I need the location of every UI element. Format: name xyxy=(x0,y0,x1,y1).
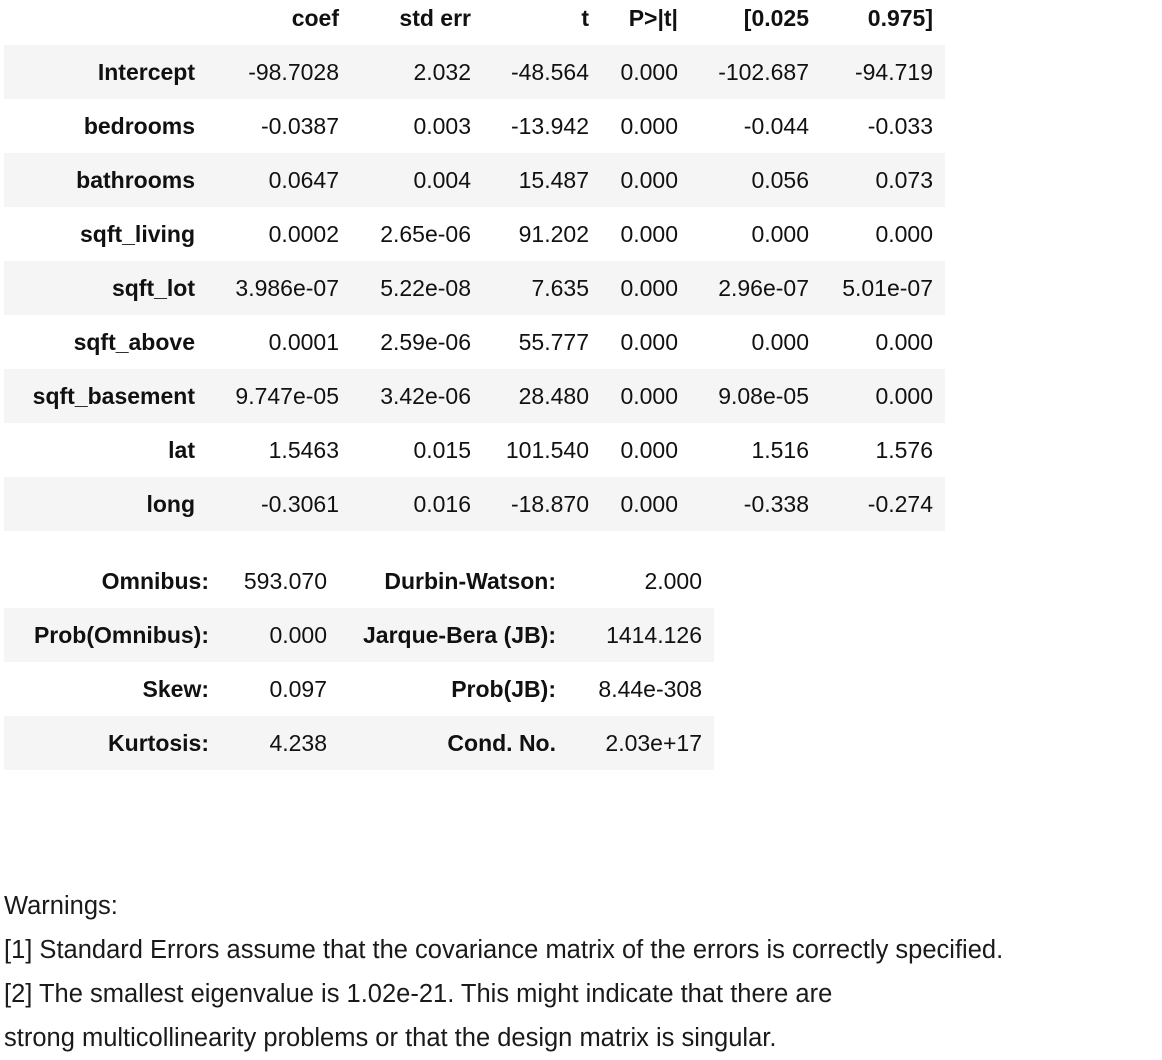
table-cell: 0.000 xyxy=(751,221,809,247)
stat-value: 2.03e+17 xyxy=(605,730,702,756)
table-cell: 0.073 xyxy=(875,167,933,193)
stat-value: 1414.126 xyxy=(606,622,702,648)
table-cell: -0.274 xyxy=(867,491,933,517)
row-label: sqft_lot xyxy=(111,275,195,301)
column-header: 0.975] xyxy=(867,5,933,31)
stat-label: Skew: xyxy=(142,676,209,702)
column-header xyxy=(4,0,207,45)
table-row xyxy=(4,554,714,608)
table-row xyxy=(4,716,714,770)
table-cell: 0.0002 xyxy=(268,221,339,247)
column-header: t xyxy=(581,5,589,31)
stat-value: 8.44e-308 xyxy=(598,676,702,702)
table-cell: -94.719 xyxy=(854,59,933,85)
stat-value: 2.000 xyxy=(644,568,702,594)
table-cell: 2.032 xyxy=(413,59,471,85)
warnings-title: Warnings: xyxy=(4,892,118,920)
stat-label: Cond. No. xyxy=(447,730,556,756)
row-label: bedrooms xyxy=(83,113,195,139)
table-row xyxy=(4,662,714,716)
table-cell: 0.015 xyxy=(413,437,471,463)
table-row xyxy=(4,99,945,153)
table-cell: 1.516 xyxy=(751,437,809,463)
table-cell: 0.000 xyxy=(620,437,678,463)
table-cell: 2.96e-07 xyxy=(718,275,809,301)
stat-value: 4.238 xyxy=(269,730,327,756)
table-cell: 91.202 xyxy=(518,221,589,247)
table-cell: 0.000 xyxy=(620,221,678,247)
stat-value: 0.000 xyxy=(269,622,327,648)
table-cell: -0.0387 xyxy=(260,113,339,139)
warning-line: strong multicollinearity problems or that the design matrix is singular. xyxy=(4,1024,777,1052)
stat-label: Prob(Omnibus): xyxy=(33,622,209,648)
table-cell: 0.000 xyxy=(875,383,933,409)
table-cell: -0.3061 xyxy=(260,491,339,517)
warning-line: [1] Standard Errors assume that the covariance matrix of the errors is correctly specified. xyxy=(4,936,1004,964)
table-cell: 0.000 xyxy=(620,167,678,193)
table-cell: -0.338 xyxy=(743,491,809,517)
stat-label: Omnibus: xyxy=(101,568,209,594)
table-cell: 15.487 xyxy=(518,167,589,193)
table-cell: 0.000 xyxy=(620,383,678,409)
table-row xyxy=(4,261,945,315)
table-cell: 3.986e-07 xyxy=(235,275,339,301)
table-cell: 1.576 xyxy=(875,437,933,463)
warnings-section xyxy=(4,884,1003,1060)
stat-value: 0.097 xyxy=(269,676,327,702)
table-cell: 0.000 xyxy=(875,329,933,355)
table-cell: 0.000 xyxy=(620,329,678,355)
stat-label: Durbin-Watson: xyxy=(384,568,556,594)
table-cell: 0.056 xyxy=(751,167,809,193)
table-cell: 0.000 xyxy=(620,59,678,85)
table-cell: 0.000 xyxy=(620,113,678,139)
table-cell: 9.08e-05 xyxy=(718,383,809,409)
table-cell: 9.747e-05 xyxy=(235,383,339,409)
table-cell: 0.0647 xyxy=(268,167,339,193)
table-cell: 55.777 xyxy=(518,329,589,355)
row-label: lat xyxy=(168,437,195,463)
table-row xyxy=(4,608,714,662)
table-cell: 5.22e-08 xyxy=(380,275,471,301)
table-row xyxy=(4,153,945,207)
table-cell: 2.65e-06 xyxy=(380,221,471,247)
column-header: [0.025 xyxy=(743,5,809,31)
table-row xyxy=(4,477,945,531)
stat-label: Jarque-Bera (JB): xyxy=(363,622,556,648)
row-label: bathrooms xyxy=(76,167,195,193)
column-header: std err xyxy=(399,5,471,31)
table-cell: 0.016 xyxy=(413,491,471,517)
table-row xyxy=(4,315,945,369)
table-cell: -98.7028 xyxy=(248,59,339,85)
table-cell: 5.01e-07 xyxy=(842,275,933,301)
table-row xyxy=(4,369,945,423)
row-label: Intercept xyxy=(97,59,195,85)
table-cell: 1.5463 xyxy=(268,437,339,463)
table-cell: -18.870 xyxy=(510,491,589,517)
row-label: sqft_basement xyxy=(32,383,195,409)
table-cell: 0.0001 xyxy=(268,329,339,355)
table-cell: -48.564 xyxy=(510,59,589,85)
table-cell: 3.42e-06 xyxy=(380,383,471,409)
column-header: coef xyxy=(291,5,339,31)
table-cell: -102.687 xyxy=(718,59,809,85)
row-label: sqft_living xyxy=(79,221,195,247)
coef-table-header-row xyxy=(4,0,945,45)
table-cell: 0.003 xyxy=(413,113,471,139)
warning-line: [2] The smallest eigenvalue is 1.02e-21. This might indicate that there are xyxy=(4,980,833,1008)
stat-value: 593.070 xyxy=(243,568,327,594)
column-header: P>|t| xyxy=(628,5,678,31)
stat-label: Prob(JB): xyxy=(451,676,556,702)
table-row xyxy=(4,45,945,99)
table-row xyxy=(4,207,945,261)
table-cell: -0.044 xyxy=(743,113,809,139)
table-cell: 0.000 xyxy=(620,275,678,301)
table-cell: 0.004 xyxy=(413,167,471,193)
table-row xyxy=(4,423,945,477)
stat-label: Kurtosis: xyxy=(108,730,209,756)
table-cell: -0.033 xyxy=(867,113,933,139)
row-label: sqft_above xyxy=(73,329,195,355)
table-cell: 0.000 xyxy=(751,329,809,355)
row-label: long xyxy=(146,491,195,517)
table-cell: 28.480 xyxy=(518,383,589,409)
diagnostics-table xyxy=(4,554,714,770)
table-cell: 101.540 xyxy=(505,437,589,463)
table-cell: 2.59e-06 xyxy=(380,329,471,355)
table-cell: 0.000 xyxy=(875,221,933,247)
table-cell: 0.000 xyxy=(620,491,678,517)
table-cell: -13.942 xyxy=(510,113,589,139)
table-cell: 7.635 xyxy=(531,275,589,301)
coefficient-table xyxy=(4,0,945,531)
